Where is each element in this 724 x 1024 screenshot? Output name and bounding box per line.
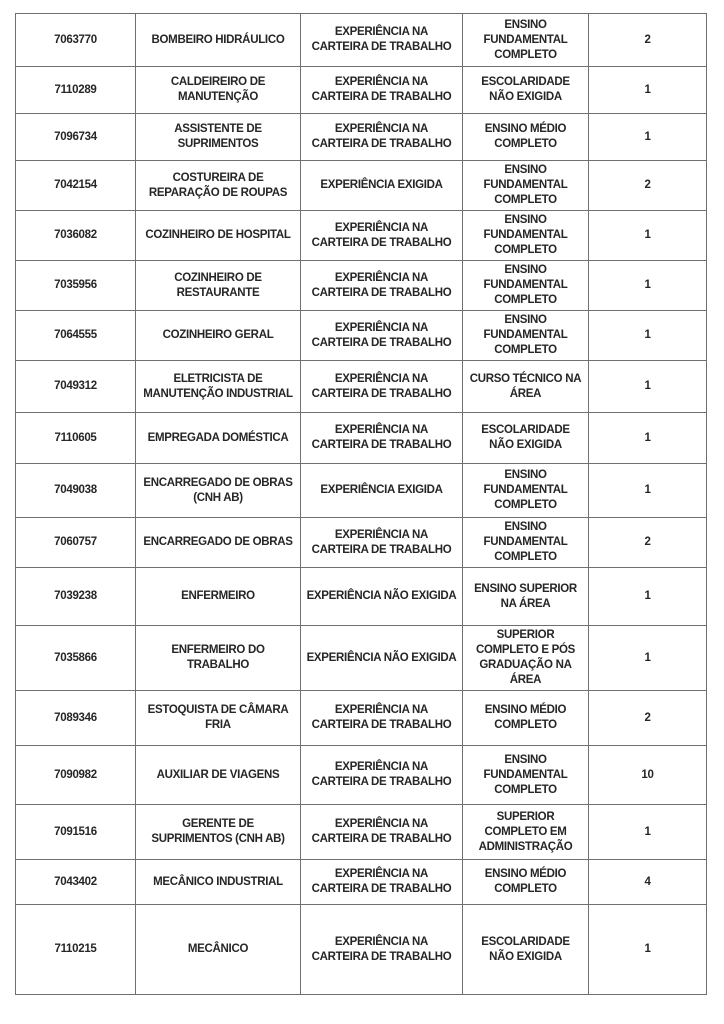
cell-occupation: ENCARREGADO DE OBRAS bbox=[136, 518, 301, 568]
cell-occupation: COZINHEIRO GERAL bbox=[136, 311, 301, 361]
cell-occupation: GERENTE DE SUPRIMENTOS (CNH AB) bbox=[136, 805, 301, 860]
cell-occupation: EMPREGADA DOMÉSTICA bbox=[136, 413, 301, 464]
table-row bbox=[16, 14, 707, 67]
cell-vacancy-code: 7035956 bbox=[16, 261, 136, 311]
cell-vacancy-count: 1 bbox=[589, 905, 707, 995]
cell-occupation: COZINHEIRO DE RESTAURANTE bbox=[136, 261, 301, 311]
cell-education: ENSINO FUNDAMENTAL COMPLETO bbox=[463, 211, 589, 261]
table-body bbox=[16, 14, 707, 995]
cell-vacancy-count: 10 bbox=[589, 746, 707, 805]
cell-vacancy-code: 7036082 bbox=[16, 211, 136, 261]
cell-occupation: COSTUREIRA DE REPARAÇÃO DE ROUPAS bbox=[136, 161, 301, 211]
cell-vacancy-count: 2 bbox=[589, 161, 707, 211]
cell-vacancy-count: 4 bbox=[589, 860, 707, 905]
cell-education: ESCOLARIDADE NÃO EXIGIDA bbox=[463, 905, 589, 995]
cell-education: ENSINO MÉDIO COMPLETO bbox=[463, 114, 589, 161]
table-row bbox=[16, 161, 707, 211]
cell-vacancy-count: 1 bbox=[589, 626, 707, 691]
cell-occupation: MECÂNICO INDUSTRIAL bbox=[136, 860, 301, 905]
cell-vacancy-code: 7110605 bbox=[16, 413, 136, 464]
cell-vacancy-code: 7110215 bbox=[16, 905, 136, 995]
cell-vacancy-code: 7064555 bbox=[16, 311, 136, 361]
cell-occupation: ASSISTENTE DE SUPRIMENTOS bbox=[136, 114, 301, 161]
cell-education: ENSINO FUNDAMENTAL COMPLETO bbox=[463, 311, 589, 361]
cell-education: CURSO TÉCNICO NA ÁREA bbox=[463, 361, 589, 413]
cell-education: ENSINO FUNDAMENTAL COMPLETO bbox=[463, 464, 589, 518]
table-row bbox=[16, 746, 707, 805]
cell-vacancy-count: 2 bbox=[589, 691, 707, 746]
cell-experience: EXPERIÊNCIA NA CARTEIRA DE TRABALHO bbox=[301, 413, 463, 464]
cell-vacancy-code: 7049038 bbox=[16, 464, 136, 518]
cell-occupation: AUXILIAR DE VIAGENS bbox=[136, 746, 301, 805]
table-row bbox=[16, 464, 707, 518]
cell-vacancy-code: 7039238 bbox=[16, 568, 136, 626]
cell-vacancy-code: 7091516 bbox=[16, 805, 136, 860]
cell-vacancy-code: 7110289 bbox=[16, 67, 136, 114]
cell-experience: EXPERIÊNCIA EXIGIDA bbox=[301, 464, 463, 518]
table-row bbox=[16, 361, 707, 413]
cell-occupation: ENFERMEIRO DO TRABALHO bbox=[136, 626, 301, 691]
cell-vacancy-code: 7035866 bbox=[16, 626, 136, 691]
cell-vacancy-count: 1 bbox=[589, 568, 707, 626]
cell-vacancy-count: 1 bbox=[589, 67, 707, 114]
cell-experience: EXPERIÊNCIA NA CARTEIRA DE TRABALHO bbox=[301, 691, 463, 746]
cell-education: SUPERIOR COMPLETO EM ADMINISTRAÇÃO bbox=[463, 805, 589, 860]
cell-education: ENSINO FUNDAMENTAL COMPLETO bbox=[463, 746, 589, 805]
cell-vacancy-count: 1 bbox=[589, 311, 707, 361]
cell-experience: EXPERIÊNCIA NA CARTEIRA DE TRABALHO bbox=[301, 311, 463, 361]
cell-experience: EXPERIÊNCIA NÃO EXIGIDA bbox=[301, 568, 463, 626]
cell-experience: EXPERIÊNCIA NA CARTEIRA DE TRABALHO bbox=[301, 518, 463, 568]
cell-vacancy-count: 1 bbox=[589, 261, 707, 311]
table-row bbox=[16, 114, 707, 161]
cell-vacancy-count: 1 bbox=[589, 211, 707, 261]
cell-education: ENSINO SUPERIOR NA ÁREA bbox=[463, 568, 589, 626]
cell-occupation: COZINHEIRO DE HOSPITAL bbox=[136, 211, 301, 261]
cell-occupation: ENFERMEIRO bbox=[136, 568, 301, 626]
cell-vacancy-code: 7060757 bbox=[16, 518, 136, 568]
cell-experience: EXPERIÊNCIA NA CARTEIRA DE TRABALHO bbox=[301, 14, 463, 67]
cell-experience: EXPERIÊNCIA NÃO EXIGIDA bbox=[301, 626, 463, 691]
table-row bbox=[16, 905, 707, 995]
table-row bbox=[16, 261, 707, 311]
cell-vacancy-code: 7090982 bbox=[16, 746, 136, 805]
table-row bbox=[16, 626, 707, 691]
table-row bbox=[16, 413, 707, 464]
table-row bbox=[16, 568, 707, 626]
cell-vacancy-count: 1 bbox=[589, 413, 707, 464]
table-row bbox=[16, 518, 707, 568]
cell-experience: EXPERIÊNCIA NA CARTEIRA DE TRABALHO bbox=[301, 361, 463, 413]
cell-vacancy-count: 1 bbox=[589, 805, 707, 860]
cell-vacancy-count: 2 bbox=[589, 518, 707, 568]
table-row bbox=[16, 67, 707, 114]
cell-vacancy-count: 1 bbox=[589, 464, 707, 518]
cell-experience: EXPERIÊNCIA NA CARTEIRA DE TRABALHO bbox=[301, 905, 463, 995]
cell-vacancy-count: 1 bbox=[589, 114, 707, 161]
cell-vacancy-code: 7096734 bbox=[16, 114, 136, 161]
cell-education: ENSINO FUNDAMENTAL COMPLETO bbox=[463, 261, 589, 311]
table-row bbox=[16, 860, 707, 905]
cell-vacancy-code: 7043402 bbox=[16, 860, 136, 905]
cell-vacancy-code: 7042154 bbox=[16, 161, 136, 211]
cell-experience: EXPERIÊNCIA NA CARTEIRA DE TRABALHO bbox=[301, 67, 463, 114]
cell-vacancy-code: 7089346 bbox=[16, 691, 136, 746]
job-vacancies-table bbox=[15, 13, 707, 995]
table-row bbox=[16, 691, 707, 746]
cell-occupation: BOMBEIRO HIDRÁULICO bbox=[136, 14, 301, 67]
cell-education: ESCOLARIDADE NÃO EXIGIDA bbox=[463, 67, 589, 114]
cell-education: ESCOLARIDADE NÃO EXIGIDA bbox=[463, 413, 589, 464]
cell-vacancy-count: 1 bbox=[589, 361, 707, 413]
cell-occupation: ESTOQUISTA DE CÂMARA FRIA bbox=[136, 691, 301, 746]
cell-experience: EXPERIÊNCIA NA CARTEIRA DE TRABALHO bbox=[301, 746, 463, 805]
cell-occupation: CALDEIREIRO DE MANUTENÇÃO bbox=[136, 67, 301, 114]
table-row bbox=[16, 211, 707, 261]
cell-education: SUPERIOR COMPLETO E PÓS GRADUAÇÃO NA ÁREA bbox=[463, 626, 589, 691]
table-row bbox=[16, 311, 707, 361]
cell-occupation: MECÂNICO bbox=[136, 905, 301, 995]
cell-experience: EXPERIÊNCIA NA CARTEIRA DE TRABALHO bbox=[301, 805, 463, 860]
cell-education: ENSINO FUNDAMENTAL COMPLETO bbox=[463, 14, 589, 67]
cell-experience: EXPERIÊNCIA NA CARTEIRA DE TRABALHO bbox=[301, 114, 463, 161]
cell-vacancy-code: 7063770 bbox=[16, 14, 136, 67]
cell-education: ENSINO FUNDAMENTAL COMPLETO bbox=[463, 518, 589, 568]
cell-occupation: ELETRICISTA DE MANUTENÇÃO INDUSTRIAL bbox=[136, 361, 301, 413]
cell-experience: EXPERIÊNCIA NA CARTEIRA DE TRABALHO bbox=[301, 860, 463, 905]
cell-education: ENSINO MÉDIO COMPLETO bbox=[463, 691, 589, 746]
cell-experience: EXPERIÊNCIA EXIGIDA bbox=[301, 161, 463, 211]
cell-experience: EXPERIÊNCIA NA CARTEIRA DE TRABALHO bbox=[301, 211, 463, 261]
cell-education: ENSINO FUNDAMENTAL COMPLETO bbox=[463, 161, 589, 211]
table-row bbox=[16, 805, 707, 860]
cell-occupation: ENCARREGADO DE OBRAS (CNH AB) bbox=[136, 464, 301, 518]
cell-education: ENSINO MÉDIO COMPLETO bbox=[463, 860, 589, 905]
cell-vacancy-code: 7049312 bbox=[16, 361, 136, 413]
cell-experience: EXPERIÊNCIA NA CARTEIRA DE TRABALHO bbox=[301, 261, 463, 311]
cell-vacancy-count: 2 bbox=[589, 14, 707, 67]
